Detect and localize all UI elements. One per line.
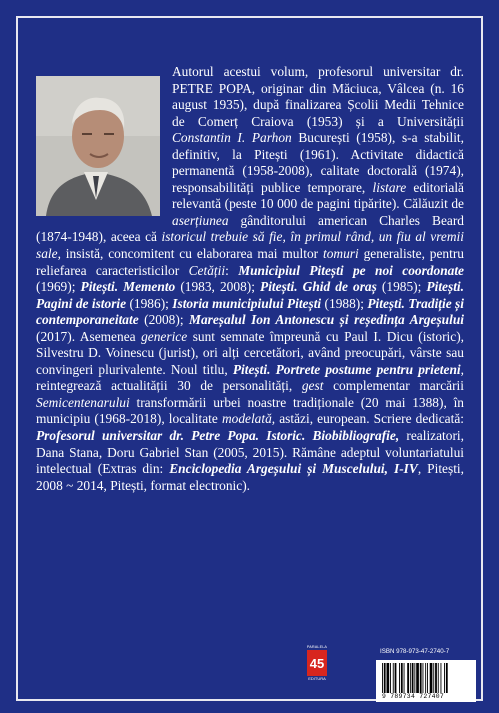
bio-bold-title: Municipiul Pitești pe noi coordonate [238, 262, 465, 278]
barcode-bar [407, 663, 409, 693]
bio-text: (1988); [321, 295, 368, 311]
isbn-label: ISBN 978-973-47-2740-7 [380, 648, 450, 655]
barcode-bar [438, 663, 439, 693]
barcode-bar [401, 663, 403, 693]
barcode-bar [382, 663, 383, 693]
bio-text: (1985); [376, 279, 427, 295]
bio-bold-title: Profesorul universitar dr. Petre Popa. Istoric. Biobibliografie, [36, 428, 400, 444]
bio-italic: Constantin I. Parhon [172, 130, 292, 146]
barcode-bar [423, 663, 424, 693]
bio-bold-title: Pitești. Ghid de oraș [260, 279, 377, 295]
bio-text: complementar marcării [323, 378, 464, 394]
bio-text: : [225, 262, 239, 278]
barcode-bar [433, 663, 434, 693]
bio-bold-title: Pitești. Memento [80, 279, 176, 295]
bio-text: (1969); [36, 279, 81, 295]
bio-text: , astăzi, european. Scriere dedicată: [271, 411, 465, 427]
barcode-bar [441, 663, 442, 693]
barcode-bar [384, 663, 386, 693]
barcode-bar [420, 663, 422, 693]
bio-italic: gest [301, 378, 324, 394]
bio-italic: Semicentenarului [36, 394, 130, 410]
bio-text: (2017). Asemenea [36, 328, 142, 344]
barcode-bar [427, 663, 428, 693]
barcode-bar [399, 663, 400, 693]
bio-text: editorială relevantă (peste 10 000 de pagini tipărite). Călăuzit de [172, 179, 464, 212]
bio-text: , Pitești, 2008 ~ 2014, Pitești, format electronic). [36, 461, 464, 493]
isbn-barcode [376, 660, 476, 702]
bio-text: , reintegrează actualității 30 de personalități, [36, 361, 464, 394]
barcode-digits: 9 789734 727407 [382, 693, 445, 700]
barcode-bar [410, 663, 411, 693]
bio-italic: istoricul trebuie să fie, în primul rând, un fiu al vremii sale [36, 229, 464, 262]
bio-italic: Cetății [188, 262, 226, 278]
barcode-bar [414, 663, 415, 693]
bio-text: transformării urbei noastre tradiționale (20 mai 1388), în municipiu (1968-2018), localitate [36, 394, 464, 427]
barcode-bar [412, 663, 414, 693]
bio-bold-title: Enciclopedia Argeșului și Muscelului, I-IV [169, 461, 418, 477]
barcode-bar [387, 663, 390, 693]
publisher-label: EDITURA [308, 676, 326, 681]
barcode-bar [430, 663, 433, 693]
photo-spacer [36, 64, 172, 228]
bio-text: generaliste, pentru reliefarea caracteristicilor [36, 246, 465, 278]
publisher-name: PARALELA [306, 645, 328, 649]
bio-bold-title: Istoria municipiului Pitești [172, 295, 322, 311]
bio-bold-title: Mareșalul Ion Antonescu și reședința Argeșului [189, 312, 464, 328]
barcode-bar [446, 663, 448, 693]
barcode-bar [390, 663, 391, 693]
bio-bold-title: Pitești. Tradiție și contemporaneitate [36, 295, 464, 328]
bio-italic: modelată [221, 411, 272, 427]
publisher-mark-text: 45 [309, 655, 325, 671]
barcode-bar [404, 663, 405, 693]
bio-italic: aserțiunea [172, 212, 229, 228]
bio-bold-title: Pitești. Pagini de istorie [36, 279, 464, 311]
barcode-bar [435, 663, 437, 693]
barcode-bar [425, 663, 426, 693]
bio-text: gânditorului american Charles Beard (1874-1948), aceea că [36, 212, 464, 245]
bio-text: realizatori, Dana Stana, Doru Gabriel Stan (2005, 2015). Rămâne adeptul voluntariatului intelectual (Extras din: [36, 428, 464, 477]
bio-italic: generice [141, 328, 188, 344]
bio-text: sunt semnate împreună cu Paul I. Dicu (istoric), Silvestru D. Voinescu (jurist), ori alți cercetători, având preocupări, vârste sau convingeri plurivalente. Noul titlu, [36, 328, 465, 377]
bio-text: (1986); [126, 295, 173, 311]
bio-text: , insistă, concomitent cu elaborarea mai multor [57, 246, 323, 262]
barcode-bar [416, 663, 419, 693]
publisher-logo [306, 645, 328, 693]
author-biography [36, 64, 464, 494]
bio-text: București (1958), s-a stabilit, definitiv, la Pitești (1961). Activitate didactică permanentă (1958-2008), calitate doctorală (1974), responsabilități publice temporare, [172, 130, 464, 195]
bio-text: (2008); [138, 312, 190, 328]
barcode-bar [395, 663, 397, 693]
bio-bold-title: Pitești. Portrete postume pentru prieteni [232, 361, 461, 377]
bio-italic: listare [372, 179, 407, 195]
barcode-bars [382, 663, 471, 693]
publisher-mark [307, 650, 327, 676]
bio-italic: tomuri [322, 246, 359, 262]
barcode-bar [444, 663, 445, 693]
bio-text: (1983, 2008); [175, 279, 261, 295]
barcode-bar [393, 663, 394, 693]
bio-text: Autorul acestui volum, profesorul universitar dr. PETRE POPA, originar din Măciuca, Vâlcea (n. 16 august 1935), după finalizarea Școlii Medii Tehnice de Comerț Craiova (1953) și a Universității [172, 64, 464, 129]
